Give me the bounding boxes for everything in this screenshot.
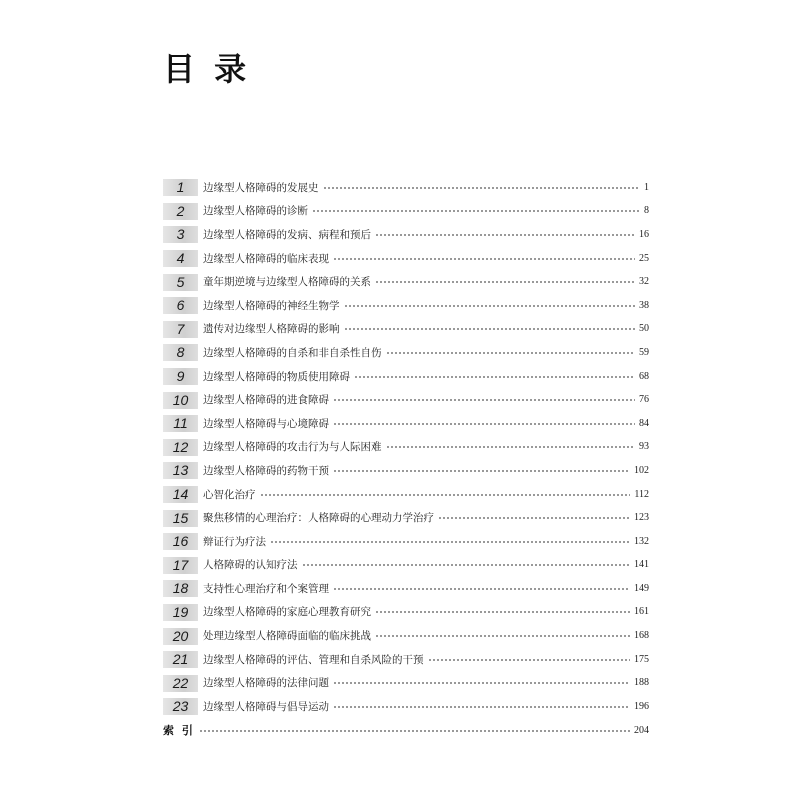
toc-entry [163,695,649,719]
chapter-number: 23 [163,698,198,715]
chapter-title: 童年期逆境与边缘型人格障碍的关系 [203,276,371,289]
dot-leader [344,301,636,311]
page-number: 196 [634,700,649,712]
chapter-number: 22 [163,675,198,692]
page-number: 161 [634,606,649,618]
dot-leader [375,277,635,287]
page-number: 25 [639,252,649,264]
page-number: 93 [639,441,649,453]
page-number: 84 [639,417,649,429]
chapter-title: 边缘型人格障碍的物质使用障碍 [203,370,350,383]
toc-entry [163,530,649,554]
toc-entry [163,601,649,625]
toc-entry [163,648,649,672]
toc-entry [163,318,649,342]
chapter-title: 支持性心理治疗和个案管理 [203,582,329,595]
index-label: 索 引 [163,723,195,737]
toc-entry [163,341,649,365]
page-number: 204 [634,724,649,736]
page-number: 112 [634,488,649,500]
chapter-number: 14 [163,486,198,503]
page-number: 59 [639,346,649,358]
dot-leader [375,230,635,240]
chapter-number: 16 [163,533,198,550]
dot-leader [333,466,630,476]
chapter-number: 13 [163,462,198,479]
chapter-title: 边缘型人格障碍的诊断 [203,205,308,218]
chapter-title: 处理边缘型人格障碍面临的临床挑战 [203,630,371,643]
page-number: 8 [644,205,649,217]
page-number: 141 [634,559,649,571]
chapter-title: 聚焦移情的心理治疗：人格障碍的心理动力学治疗 [203,512,434,525]
dot-leader [333,584,630,594]
page-number: 168 [634,630,649,642]
chapter-title: 边缘型人格障碍与心境障碍 [203,417,329,430]
toc-entry [163,365,649,389]
page-number: 76 [639,394,649,406]
dot-leader [260,490,631,500]
dot-leader [375,631,630,641]
page-title: 目 录 [163,50,251,88]
chapter-title: 心智化治疗 [203,488,256,501]
toc-entry [163,459,649,483]
toc-entry [163,506,649,530]
dot-leader [199,726,630,736]
dot-leader [333,419,635,429]
chapter-number: 1 [163,179,198,196]
chapter-title: 边缘型人格障碍的评估、管理和自杀风险的干预 [203,653,424,666]
chapter-title: 边缘型人格障碍的临床表现 [203,252,329,265]
page-number: 32 [639,276,649,288]
toc-entry-index [163,719,649,743]
chapter-number: 4 [163,250,198,267]
chapter-number: 11 [163,415,198,432]
chapter-number: 9 [163,368,198,385]
toc-entry [163,577,649,601]
page-number: 175 [634,653,649,665]
chapter-title: 边缘型人格障碍的药物干预 [203,464,329,477]
dot-leader [323,183,641,193]
dot-leader [312,206,640,216]
toc-entry [163,554,649,578]
toc-entry [163,624,649,648]
chapter-number: 12 [163,439,198,456]
dot-leader [333,254,635,264]
page-number: 1 [644,181,649,193]
dot-leader [438,513,630,523]
toc-entry [163,294,649,318]
toc-entry [163,388,649,412]
dot-leader [375,607,630,617]
chapter-title: 边缘型人格障碍的家庭心理教育研究 [203,606,371,619]
chapter-number: 2 [163,203,198,220]
page-number: 123 [634,512,649,524]
dot-leader [333,678,630,688]
dot-leader [344,324,636,334]
dot-leader [333,395,635,405]
chapter-number: 10 [163,392,198,409]
index-section [163,719,649,743]
page-number: 68 [639,370,649,382]
dot-leader [428,655,631,665]
toc-entry [163,270,649,294]
chapter-title: 边缘型人格障碍的攻击行为与人际困难 [203,441,382,454]
chapter-title: 边缘型人格障碍与倡导运动 [203,700,329,713]
chapter-number: 19 [163,604,198,621]
chapter-title: 边缘型人格障碍的神经生物学 [203,299,340,312]
page-number: 16 [639,228,649,240]
toc-entry [163,483,649,507]
dot-leader [386,348,636,358]
toc-entry [163,436,649,460]
chapter-number: 15 [163,510,198,527]
toc-entry [163,412,649,436]
page-number: 102 [634,464,649,476]
chapter-number: 21 [163,651,198,668]
chapter-number: 6 [163,297,198,314]
page-number: 50 [639,323,649,335]
page-number: 149 [634,582,649,594]
page-number: 188 [634,677,649,689]
chapter-title: 边缘型人格障碍的发病、病程和预后 [203,228,371,241]
chapter-number: 3 [163,226,198,243]
chapter-number: 17 [163,557,198,574]
chapter-title: 边缘型人格障碍的进食障碍 [203,394,329,407]
dot-leader [354,372,635,382]
dot-leader [302,560,631,570]
toc-entry [163,200,649,224]
chapter-number: 5 [163,274,198,291]
page-number: 38 [639,299,649,311]
chapter-title: 辩证行为疗法 [203,535,266,548]
toc-list [163,176,649,719]
chapter-title: 遗传对边缘型人格障碍的影响 [203,323,340,336]
chapter-number: 8 [163,344,198,361]
chapter-number: 18 [163,580,198,597]
chapter-title: 人格障碍的认知疗法 [203,559,298,572]
toc-entry [163,247,649,271]
chapter-number: 7 [163,321,198,338]
toc-entry [163,671,649,695]
toc-entry [163,223,649,247]
chapter-title: 边缘型人格障碍的法律问题 [203,677,329,690]
dot-leader [386,442,636,452]
toc-entry [163,176,649,200]
chapter-number: 20 [163,628,198,645]
chapter-title: 边缘型人格障碍的发展史 [203,181,319,194]
dot-leader [270,537,630,547]
page-number: 132 [634,535,649,547]
chapter-title: 边缘型人格障碍的自杀和非自杀性自伤 [203,346,382,359]
dot-leader [333,702,630,712]
